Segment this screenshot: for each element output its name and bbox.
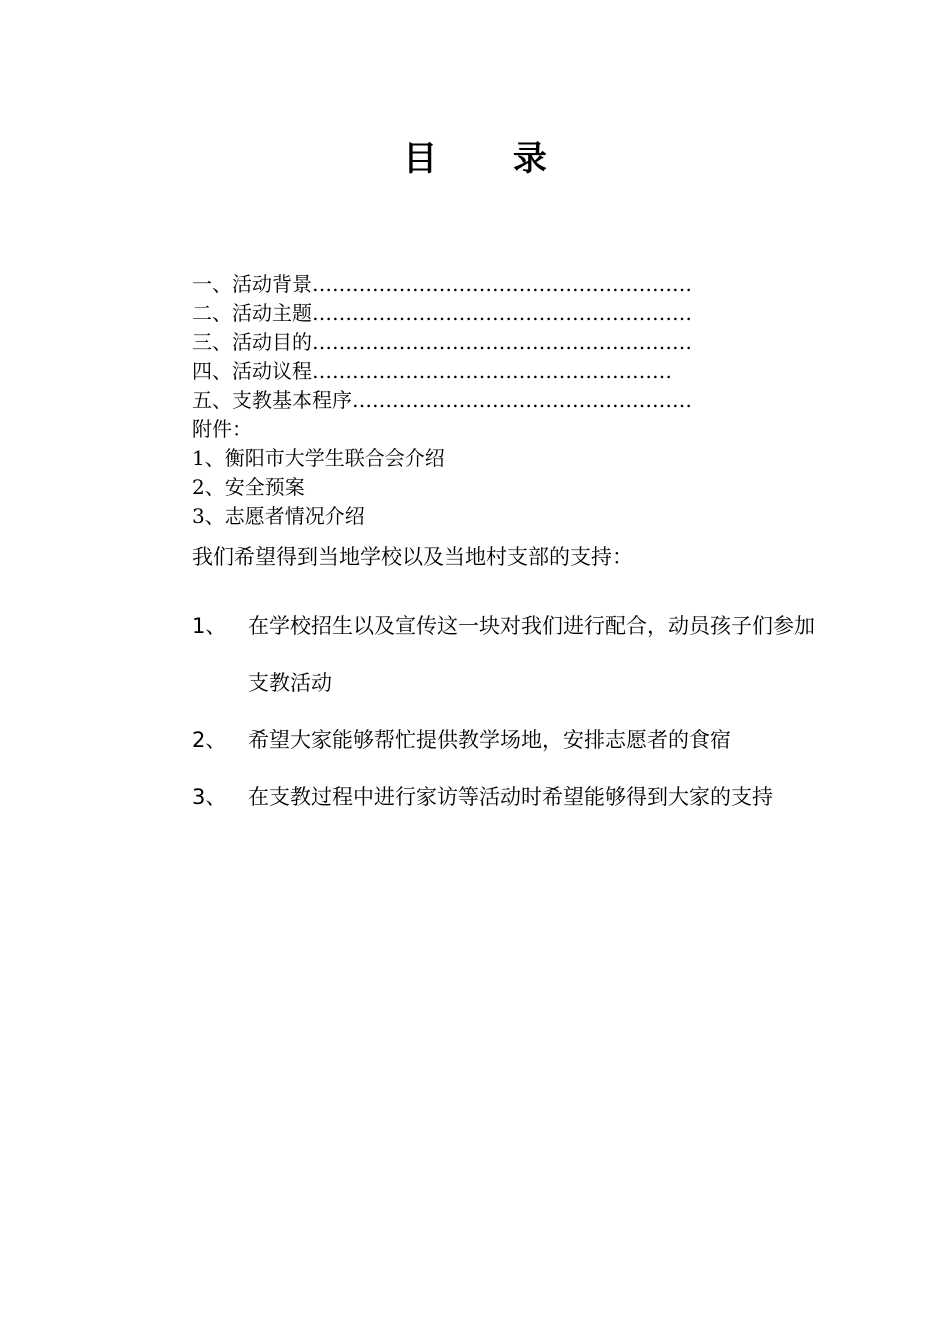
page-title: 目 录 [403,139,579,179]
toc-entry [192,328,692,357]
support-item [192,712,832,769]
support-item-number: 3、 [192,785,227,809]
toc-entry-label: 二、活动主题 [192,301,312,325]
toc-entry [192,386,692,415]
support-list [192,598,832,826]
support-intro: 我们希望得到当地学校以及当地村支部的支持： [192,545,633,569]
toc-entry [192,270,692,299]
toc-entry-label: 一、活动背景 [192,272,312,296]
toc-entry-leader: ……………………………………………… [312,359,672,383]
toc-entry-label: 四、活动议程 [192,359,312,383]
toc-entry-label: 五、支教基本程序 [192,388,352,412]
support-item-number: 1、 [192,614,227,638]
appendix-heading: 附件： [192,417,252,441]
toc-entry-leader: ………………………………………………… [312,330,692,354]
appendix-item: 1、衡阳市大学生联合会介绍 [192,446,445,470]
support-item-text: 在学校招生以及宣传这一块对我们进行配合，动员孩子们参加支教活动 [248,614,815,695]
support-item [192,598,832,712]
toc-entry [192,299,692,328]
toc-entry-leader: …………………………………………… [352,388,692,412]
table-of-contents [192,270,692,531]
support-item-number: 2、 [192,728,227,752]
toc-entry-leader: ………………………………………………… [312,272,692,296]
support-item-text: 希望大家能够帮忙提供教学场地，安排志愿者的食宿 [248,728,731,752]
toc-entry [192,357,692,386]
toc-entry-leader: ………………………………………………… [312,301,692,325]
appendix-item: 2、安全预案 [192,475,305,499]
support-item [192,769,832,826]
appendix-item: 3、志愿者情况介绍 [192,504,365,528]
toc-entry-label: 三、活动目的 [192,330,312,354]
support-item-text: 在支教过程中进行家访等活动时希望能够得到大家的支持 [248,785,773,809]
